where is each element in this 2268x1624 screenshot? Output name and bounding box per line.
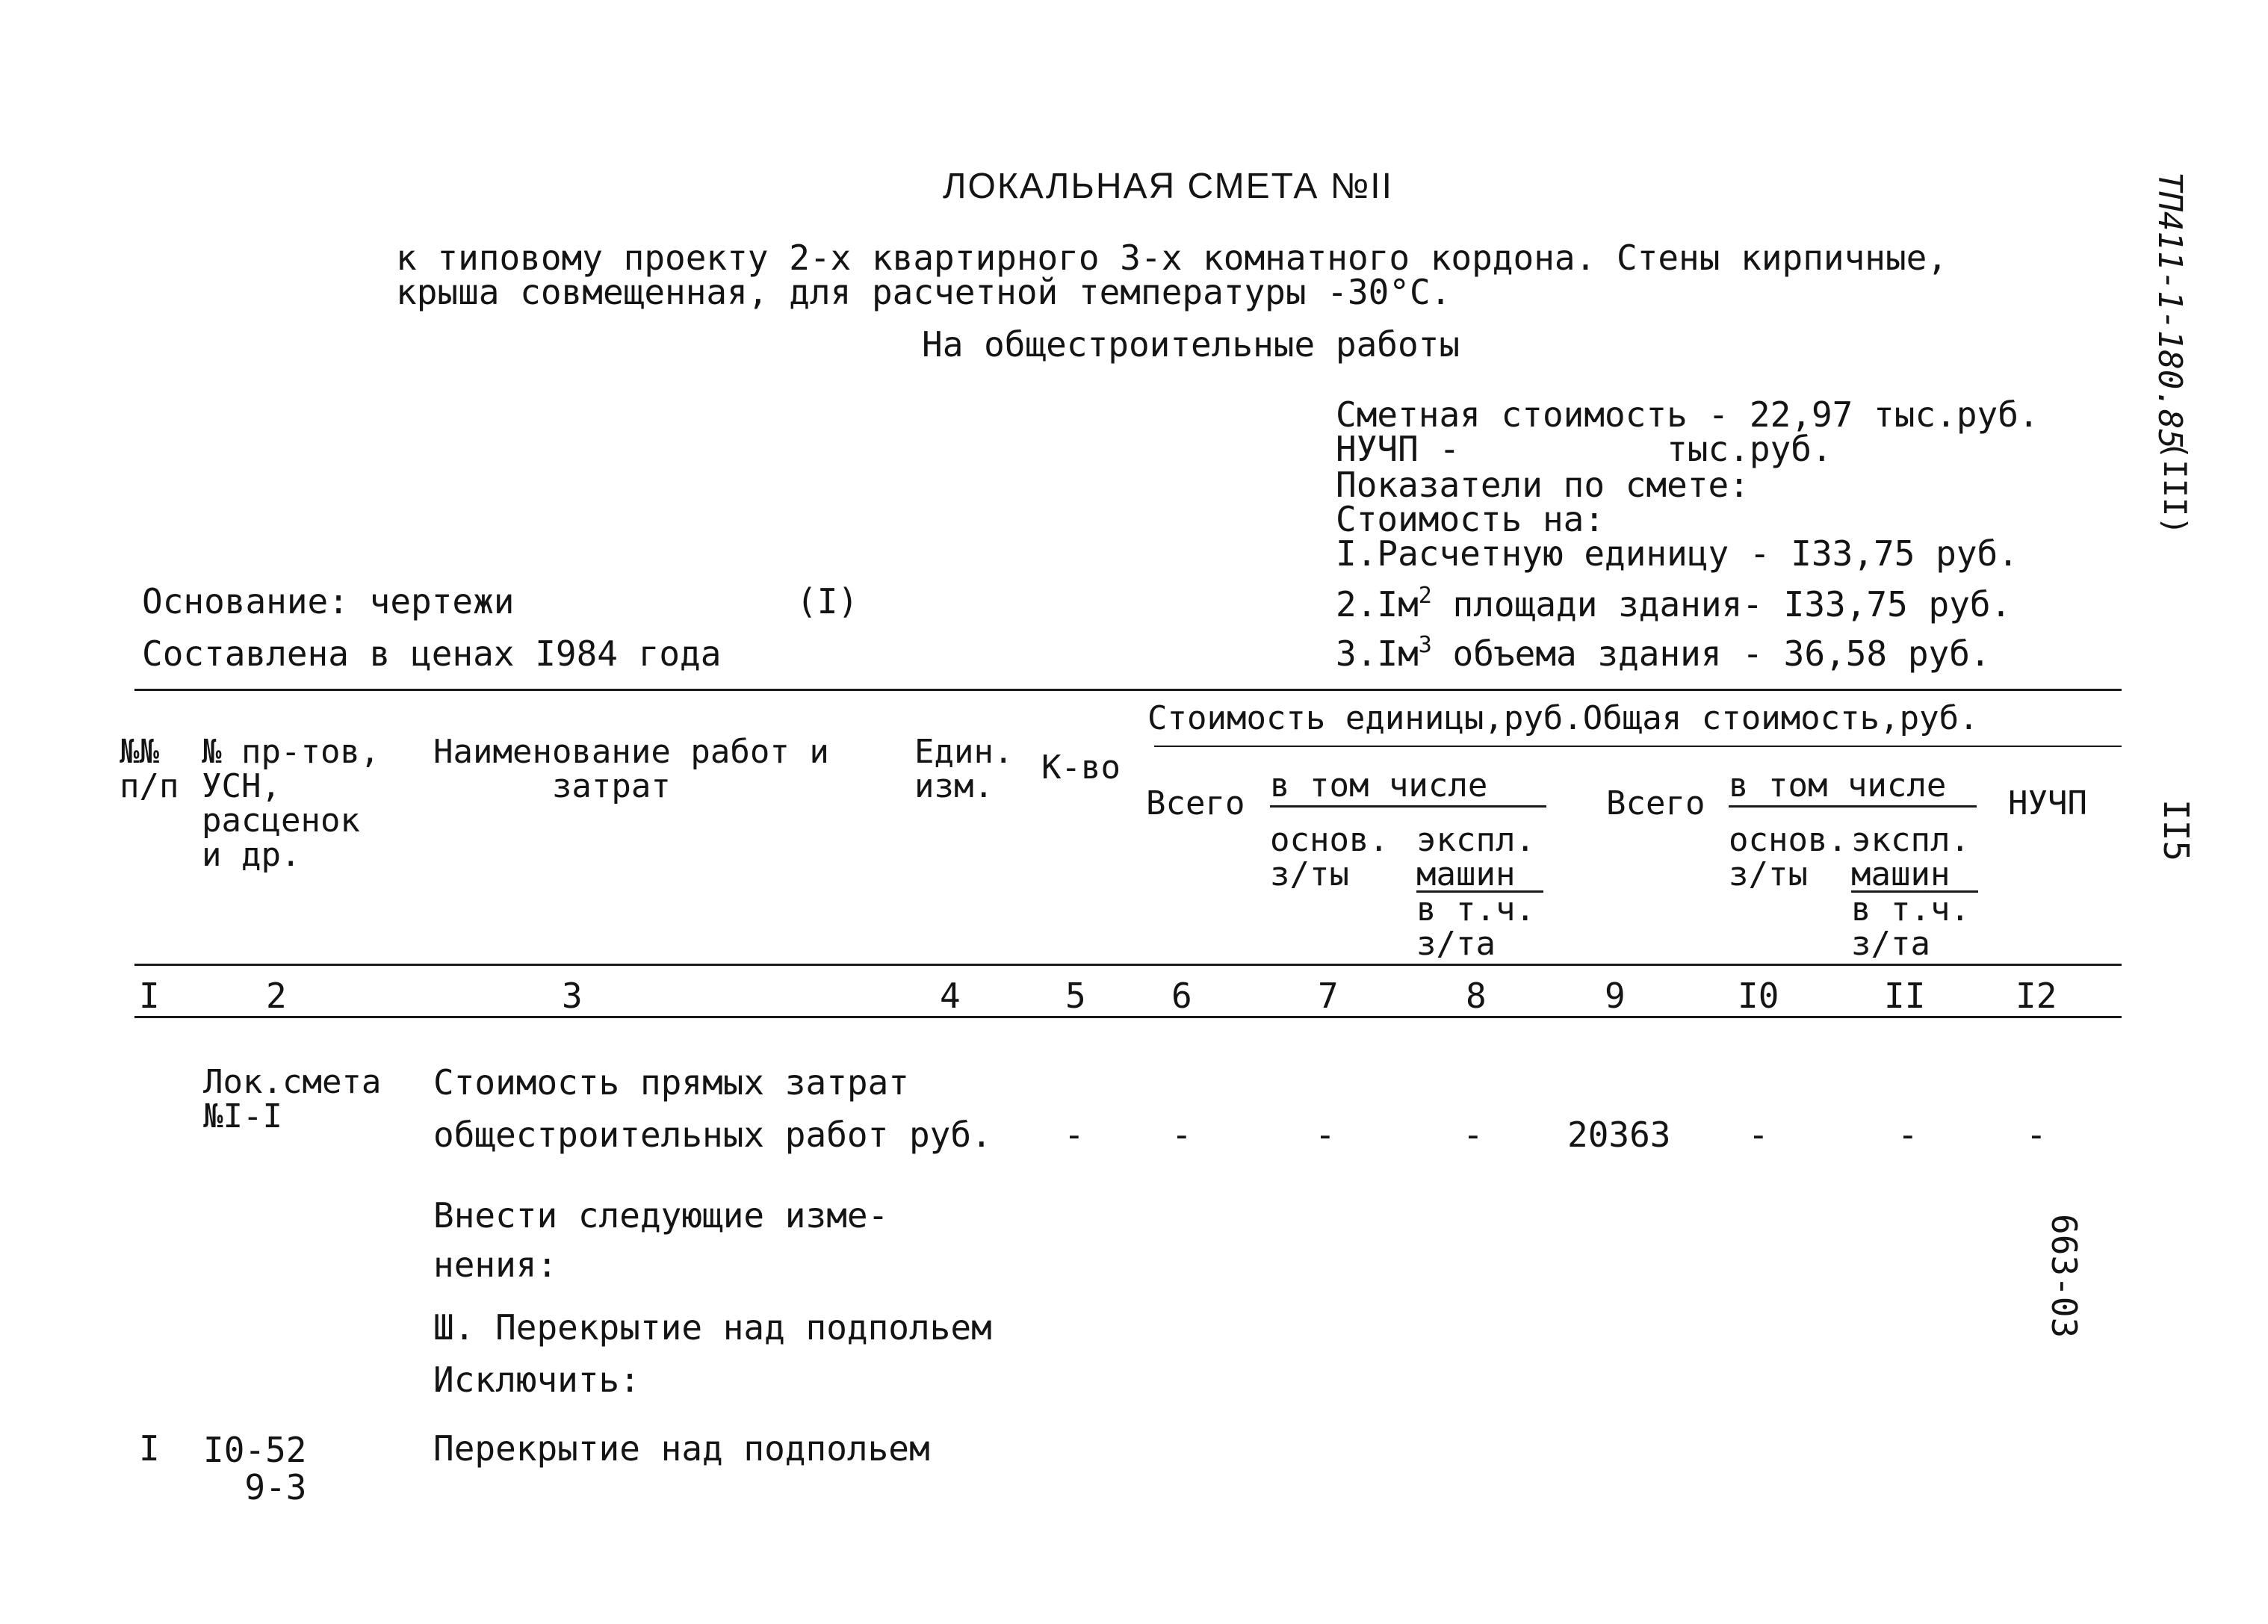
- exclude-label: Исключить:: [433, 1360, 640, 1400]
- project-code-suffix: (III): [2157, 441, 2193, 536]
- row1-name-line2: общестроительных работ руб.: [433, 1115, 992, 1155]
- side-stamp: 663-03: [2044, 1214, 2084, 1339]
- group-rule: [1154, 746, 2122, 747]
- row1-cell: -: [1897, 1115, 1918, 1155]
- col-header-name: Наименование работ и затрат: [433, 733, 829, 805]
- indicator-unit: I.Расчетную единицу - I33,75 руб.: [1336, 533, 2018, 574]
- col-number: 4: [940, 976, 961, 1016]
- basis-mark: (I): [796, 581, 859, 622]
- row1-cell: -: [1171, 1115, 1192, 1155]
- prices-label: Составлена в ценах I984 года: [142, 633, 722, 674]
- header-top-rule: [134, 689, 2122, 691]
- col-number: 6: [1171, 976, 1192, 1016]
- indicator-area-sup: 2: [1418, 583, 1432, 609]
- row1-code: Лок.смета №I-I: [203, 1063, 382, 1135]
- row2-code: I0-52 9-3: [203, 1430, 307, 1507]
- col-number: 7: [1318, 976, 1339, 1016]
- gen-incl-header: в том числе: [1729, 769, 1977, 808]
- row1-cell: -: [2026, 1115, 2047, 1155]
- cost-on-label: Стоимость на:: [1336, 499, 1605, 539]
- indicator-area-prefix: 2.Iм: [1336, 584, 1419, 625]
- col-number: 2: [266, 976, 287, 1016]
- col-number: I2: [2016, 976, 2057, 1016]
- change-note: Внести следующие изме- нения:: [433, 1195, 889, 1285]
- col-number: I: [139, 976, 160, 1016]
- header-bottom-rule: [134, 964, 2122, 966]
- unit-total-header: Всего: [1146, 784, 1245, 822]
- project-code: [2151, 172, 2189, 449]
- unit-wages-header: основ. з/ты: [1270, 821, 1389, 893]
- unit-mach-header: экспл. машин: [1416, 821, 1535, 893]
- cost-group-title: Стоимость единицы,руб.Общая стоимость,руб.: [1147, 699, 1979, 737]
- document-title: ЛОКАЛЬНАЯ СМЕТА №II: [943, 167, 1393, 206]
- col-number: I0: [1738, 976, 1779, 1016]
- gen-wages-header: основ. з/ты: [1729, 821, 1847, 893]
- gen-total-header: Всего: [1606, 784, 1705, 822]
- indicator-volume-prefix: 3.Iм: [1336, 633, 1419, 674]
- row1-cell: -: [1315, 1115, 1336, 1155]
- subtitle-line-3: На общестроительные работы: [922, 324, 1460, 365]
- col-header-number: №№ п/п: [120, 733, 179, 805]
- subtitle-line-1: к типовому проекту 2-х квартирного 3-х комнатного кордона. Стены кирпичные,: [396, 238, 1948, 278]
- col-number: 3: [562, 976, 583, 1016]
- row2-name: Перекрытие над подпольем: [433, 1428, 930, 1469]
- estimated-cost: Сметная стоимость - 22,97 тыс.руб.: [1336, 394, 2039, 435]
- col-number: II: [1884, 976, 1926, 1016]
- unit-mach-sub-header: в т.ч. з/та: [1416, 890, 1543, 961]
- numbers-bottom-rule: [134, 1016, 2122, 1018]
- col-header-codes: № пр-тов, УСН, расценок и др.: [202, 733, 380, 874]
- indicators-label: Показатели по смете:: [1336, 465, 1750, 505]
- project-code-text: ТП411-1-180.85: [2151, 172, 2189, 449]
- col-number: 8: [1466, 976, 1487, 1016]
- row2-number: I: [139, 1428, 160, 1469]
- nuchp-cost: НУЧП - тыс.руб.: [1336, 429, 1832, 469]
- col-number: 9: [1605, 976, 1626, 1016]
- indicator-volume-text: объема здания - 36,58 руб.: [1431, 633, 1991, 674]
- page-number: II5: [2156, 799, 2196, 862]
- row1-total: 20363: [1567, 1115, 1671, 1155]
- gen-mach-sub-header: в т.ч. з/та: [1851, 890, 1978, 961]
- indicator-area: [1336, 583, 2012, 625]
- row1-cell: -: [1748, 1115, 1769, 1155]
- subtitle-line-2: крыша совмещенная, для расчетной температуры -30°С.: [396, 272, 1451, 312]
- gen-mach-header: экспл. машин: [1851, 821, 1970, 893]
- row1-name-line1: Стоимость прямых затрат: [433, 1062, 909, 1103]
- row1-cell: -: [1064, 1115, 1085, 1155]
- indicator-volume-sup: 3: [1418, 632, 1432, 658]
- indicator-area-text: площади здания- I33,75 руб.: [1431, 584, 2012, 625]
- row1-cell: -: [1463, 1115, 1484, 1155]
- col-header-unit: Един. изм.: [914, 733, 1014, 805]
- indicator-volume: [1336, 632, 1991, 674]
- section-title: Ш. Перекрытие над подпольем: [433, 1307, 992, 1348]
- col-number: 5: [1065, 976, 1086, 1016]
- basis-label: Основание: чертежи: [142, 581, 515, 622]
- nuchp-header: НУЧП: [2008, 784, 2087, 822]
- unit-incl-header: в том числе: [1270, 769, 1546, 808]
- col-header-qty: К-во: [1041, 749, 1121, 787]
